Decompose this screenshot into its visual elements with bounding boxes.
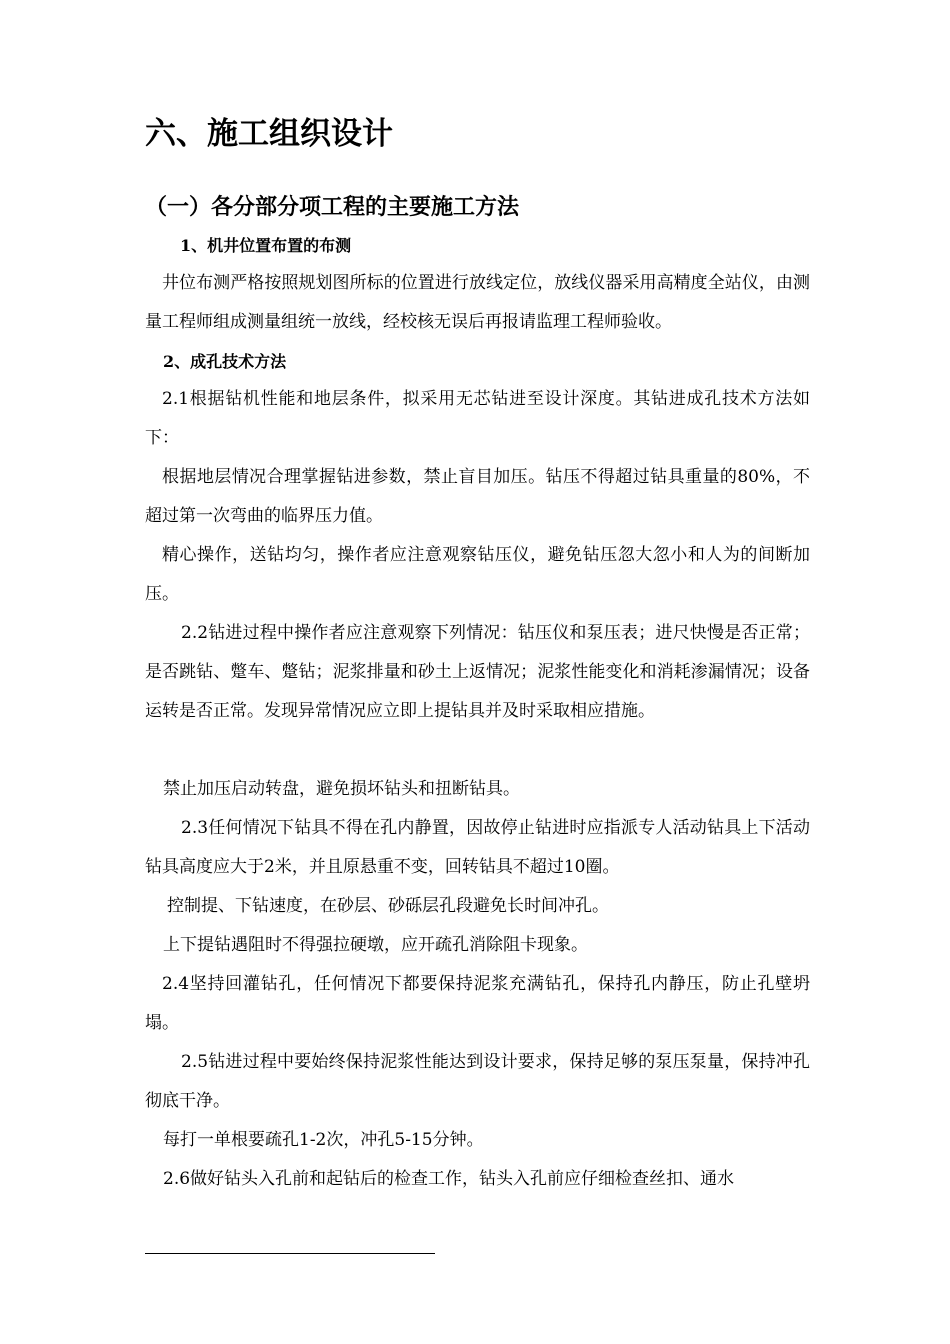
paragraph-2-1b: 精心操作，送钻均匀，操作者应注意观察钻压仪，避免钻压忽大忽小和人为的间断加压。 [145,545,810,604]
paragraph-2-3b: 上下提钻遇阻时不得强拉硬墩，应开疏孔消除阻卡现象。 [163,935,588,955]
paragraph-2-2a: 禁止加压启动转盘，避免损坏钻头和扭断钻具。 [163,779,520,799]
paragraph-1: 井位布测严格按照规划图所标的位置进行放线定位，放线仪器采用高精度全站仪，由测量工程师组成测量组统一放线，经校核无误后再报请监理工程师验收。 [145,273,810,332]
paragraph-2-3a: 控制提、下钻速度，在砂层、砂砾层孔段避免长时间冲孔。 [167,896,609,916]
paragraph-2-5: 2.5钻进过程中要始终保持泥浆性能达到设计要求，保持足够的泵压泵量，保持冲孔彻底干净。 [145,1052,810,1111]
footnote-separator [145,1253,435,1254]
paragraph-2-4: 2.4坚持回灌钻孔，任何情况下都要保持泥浆充满钻孔，保持孔内静压，防止孔壁坍塌。 [145,974,810,1033]
section-heading: （一）各分部分项工程的主要施工方法 [145,194,520,220]
chapter-title: 六、施工组织设计 [145,116,393,152]
paragraph-2-5a: 每打一单根要疏孔1-2次，冲孔5-15分钟。 [163,1130,484,1150]
subheading-1: 1、机井位置布置的布测 [180,236,352,255]
paragraph-2-1a: 根据地层情况合理掌握钻进参数，禁止盲目加压。钻压不得超过钻具重量的80%，不超过第一次弯曲的临界压力值。 [145,467,810,526]
paragraph-2-3: 2.3任何情况下钻具不得在孔内静置，因故停止钻进时应指派专人活动钻具上下活动钻具高度应大于2米，并且原悬重不变，回转钻具不超过10圈。 [145,818,810,877]
paragraph-2-2: 2.2钻进过程中操作者应注意观察下列情况：钻压仪和泵压表；进尺快慢是否正常；是否跳钻、蹩车、蹩钻；泥浆排量和砂土上返情况；泥浆性能变化和消耗渗漏情况；设备运转是否正常。发现异常情况应立即上提钻具并及时采取相应措施。 [145,623,810,721]
paragraph-2-1: 2.1根据钻机性能和地层条件，拟采用无芯钻进至设计深度。其钻进成孔技术方法如下： [145,389,810,448]
paragraph-2-6: 2.6做好钻头入孔前和起钻后的检查工作，钻头入孔前应仔细检查丝扣、通水 [163,1169,735,1189]
subheading-2: 2、成孔技术方法 [163,352,287,371]
